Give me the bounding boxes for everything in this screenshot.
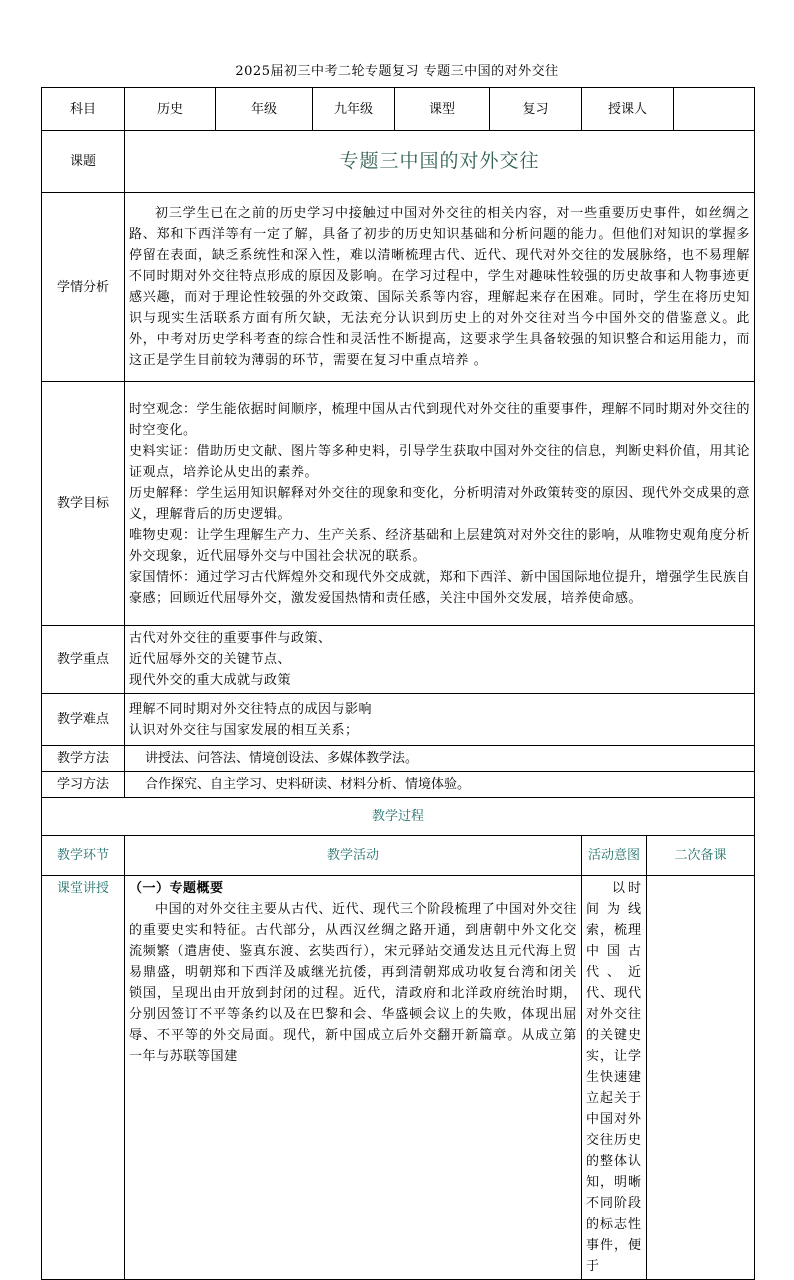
type-value: 复习 (490, 88, 582, 131)
teacher-label: 授课人 (582, 88, 674, 131)
objective-item: 史料实证：借助历史文献、图片等多种史料，引导学生获取中国对外交往的信息，判断史料价值，用其论证观点，培养论从史出的素养。 (129, 443, 751, 480)
objective-item: 历史解释：学生运用知识解释对外交往的现象和变化，分析明清对外政策转变的原因、现代外交成果的意义，理解背后的历史逻辑。 (129, 485, 751, 522)
difficulties-label: 教学难点 (42, 694, 125, 746)
subject-label: 科目 (42, 88, 125, 131)
type-label: 课型 (395, 88, 490, 131)
key-points-list (125, 626, 755, 694)
difficulty-item: 认识对外交往与国家发展的相互关系； (129, 722, 359, 738)
topic-value: 专题三中国的对外交往 (125, 131, 755, 193)
activity-cell (125, 876, 582, 1280)
learning-value: 合作探究、自主学习、史料研读、材料分析、情境体验。 (125, 772, 755, 798)
prep-cell (647, 876, 755, 1280)
methods-label: 教学方法 (42, 746, 125, 772)
methods-value: 讲授法、问答法、情境创设法、多媒体教学法。 (125, 746, 755, 772)
key-point-item: 古代对外交往的重要事件与政策、 (129, 631, 332, 646)
col-stage: 教学环节 (42, 836, 125, 876)
grade-value: 九年级 (313, 88, 395, 131)
key-point-item: 近代屈辱外交的关键节点、 (129, 652, 292, 667)
col-prep: 二次备课 (647, 836, 755, 876)
objectives-list (125, 382, 755, 626)
student-analysis-label: 学情分析 (42, 193, 125, 382)
objective-item: 时空观念：学生能依据时间顺序，梳理中国从古代到现代对外交往的重要事件，理解不同时期对外交往的时空变化。 (129, 401, 751, 438)
difficulties-list (125, 694, 755, 746)
subject-value: 历史 (125, 88, 216, 131)
col-activity: 教学活动 (125, 836, 582, 876)
grade-label: 年级 (216, 88, 313, 131)
objective-item: 家国情怀：通过学习古代辉煌外交和现代外交成就，郑和下西洋、新中国国际地位提升，增强学生民族自豪感；回顾近代屈辱外交，激发爱国热情和责任感，关注中国外交发展，培养使命感。 (129, 569, 751, 606)
objective-item: 唯物史观：让学生理解生产力、生产关系、经济基础和上层建筑对对外交往的影响，从唯物史观角度分析外交现象，近代屈辱外交与中国社会状况的联系。 (129, 527, 751, 564)
stage-label: 课堂讲授 (42, 876, 125, 1280)
intent-text: 以时间为线索，梳理中国古代、近代、现代对外交往的关键史实，让学生快速建立起关于中国对外交往历史的整体认知，明晰不同阶段的标志性事件，便于 (582, 876, 647, 1280)
topic-label: 课题 (42, 131, 125, 193)
section-heading: （一）专题概要 (129, 881, 224, 896)
objectives-label: 教学目标 (42, 382, 125, 626)
process-title: 教学过程 (42, 798, 755, 836)
learning-label: 学习方法 (42, 772, 125, 798)
col-intent: 活动意图 (582, 836, 647, 876)
teacher-value (674, 88, 755, 131)
key-points-label: 教学重点 (42, 626, 125, 694)
student-analysis-text: 初三学生已在之前的历史学习中接触过中国对外交往的相关内容，对一些重要历史事件，如丝绸之路、郑和下西洋等有一定了解，具备了初步的历史知识基础和分析问题的能力。但他们对知识的掌握多停留在表面，缺乏系统性和深入性，难以清晰梳理古代、近代、现代对外交往的发展脉络，也不易理解不同时期对外交往特点形成的原因及影响。在学习过程中，学生对趣味性较强的历史故事和人物事迹更感兴趣，而对于理论性较强的外交政策、国际关系等内容，理解起来存在困难。同时，学生在将历史知识与现实生活联系方面有所欠缺，无法充分认识到历史上的对外交往对当今中国外交的借鉴意义。此外，中考对历史学科考查的综合性和灵活性不断提高，这要求学生具备较强的知识整合和运用能力，而这正是学生目前较为薄弱的环节，需要在复习中重点培养 。 (125, 193, 755, 382)
difficulty-item: 理解不同时期对外交往特点的成因与影响 (129, 701, 373, 717)
activity-text: 中国的对外交往主要从古代、近代、现代三个阶段梳理了中国对外交往的重要史实和特征。古代部分，从西汉丝绸之路开通，到唐朝中外文化交流频繁（遣唐使、鉴真东渡、玄奘西行），宋元驿站交通发达且元代海上贸易鼎盛，明朝郑和下西洋及戚继光抗倭，再到清朝郑成功收复台湾和闭关锁国，呈现出由开放到封闭的过程。近代，清政府和北洋政府统治时期，分别因签订不平等条约以及在巴黎和会、华盛顿会议上的失败，体现出屈辱、不平等的外交局面。现代，新中国成立后外交翻开新篇章。从成立第一年与苏联等国建 (129, 902, 577, 1064)
lesson-plan-table (41, 87, 755, 1280)
document-title: 2025届初三中考二轮专题复习 专题三中国的对外交往 (235, 64, 559, 79)
key-point-item: 现代外交的重大成就与政策 (129, 673, 292, 688)
